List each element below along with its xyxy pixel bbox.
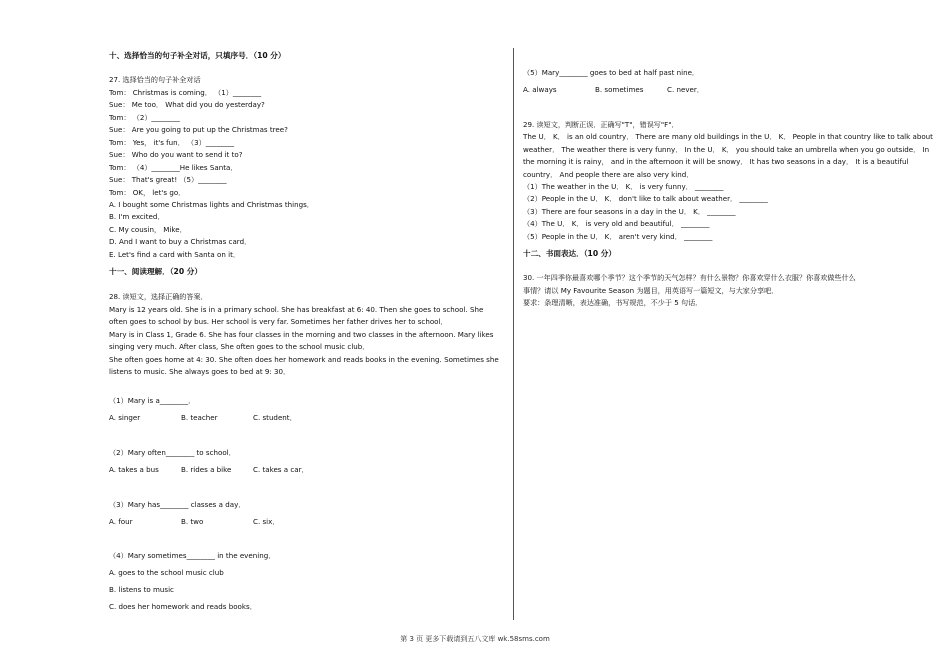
passage-line: weather． The weather there is very funny． In the U． K． you should take an umbrella when you go outside． In — [523, 145, 930, 154]
question-30-line: 要求：条理清晰，表达准确，书写规范，不少于 5 句话． — [523, 298, 703, 307]
question-1-options — [109, 413, 325, 423]
question-5-options — [523, 85, 739, 95]
dialogue-line: Tom： Yes， it's fun． （3）________ — [109, 138, 235, 147]
option-b: B. two — [181, 517, 204, 526]
question-29-title: 29. 读短文，判断正误．正确写"T"，错误写"F"． — [523, 120, 679, 129]
choice-a: A. I bought some Christmas lights and Christmas things． — [109, 200, 314, 209]
option-b: B. sometimes — [595, 85, 644, 94]
column-divider — [513, 48, 514, 620]
choice-e: E. Let's find a card with Santa on it． — [109, 250, 240, 259]
option-c: C. does her homework and reads books． — [109, 602, 257, 611]
option-b: B. listens to music — [109, 585, 174, 594]
passage-line: singing very much. After class, She often goes to the school music club． — [109, 342, 370, 351]
passage-line: Mary is in Class 1, Grade 6. She has four classes in the morning and two classes in the afternoon. Mary likes — [109, 330, 494, 339]
passage-line: the morning it is rainy， and in the afternoon it will be snowy． It has two seasons in a day． It is a beautiful — [523, 157, 909, 166]
dialogue-line: Tom： OK， let's go． — [109, 188, 186, 197]
section-11-header: 十一、阅读理解．（20 分） — [109, 267, 202, 276]
option-a: A. goes to the school music club — [109, 568, 224, 577]
question-27-title: 27. 选择恰当的句子补全对话 — [109, 75, 201, 84]
question-1-stem: （1）Mary is a________． — [109, 396, 196, 405]
option-a: A. always — [523, 85, 557, 94]
dialogue-line: Tom： （2）________ — [109, 113, 180, 122]
section-12-header: 十二、书面表达．（10 分） — [523, 249, 616, 258]
passage-line: country． And people there are also very kind． — [523, 170, 694, 179]
page-footer: 第 3 页 更多下载请到五八文库 wk.58sms.com — [400, 635, 550, 643]
choice-c: C. My cousin， Mike． — [109, 225, 187, 234]
dialogue-line: Tom： （4）________He likes Santa． — [109, 163, 238, 172]
option-a: A. four — [109, 517, 133, 526]
passage-line: The U． K． is an old country． There are many old buildings in the U． K． People in that country like to talk about — [523, 132, 933, 141]
dialogue-line: Sue： That's great! （5）________ — [109, 175, 227, 184]
question-5-stem: （5）Mary________ goes to bed at half past nine． — [523, 68, 700, 77]
question-4-stem: （4）Mary sometimes________ in the evening． — [109, 551, 276, 560]
question-2-stem: （2）Mary often________ to school． — [109, 448, 236, 457]
option-b: B. teacher — [181, 413, 218, 422]
question-3-stem: （3）Mary has________ classes a day． — [109, 500, 246, 509]
question-30-line: 30. 一年四季你最喜欢哪个季节？这个季节的天气怎样？有什么景物？你喜欢穿什么衣服？你喜欢做些什么 — [523, 273, 856, 282]
statement: （4）The U． K． is very old and beautiful． ________ — [523, 219, 710, 228]
statement: （3）There are four seasons in a day in the U． K． ________ — [523, 207, 736, 216]
choice-d: D. And I want to buy a Christmas card． — [109, 237, 252, 246]
passage-line: Mary is 12 years old. She is in a primary school. She has breakfast at 6: 40. Then she goes to school. She — [109, 305, 484, 314]
dialogue-line: Tom： Christmas is coming． （1）________ — [109, 88, 262, 97]
question-3-options — [109, 517, 325, 527]
dialogue-line: Sue： Are you going to put up the Christmas tree? — [109, 125, 288, 134]
dialogue-line: Sue： Who do you want to send it to? — [109, 150, 243, 159]
statement: （1）The weather in the U． K． is very funny． ________ — [523, 182, 724, 191]
passage-line: She often goes home at 4: 30. She often does her homework and reads books in the evening. Sometimes she — [109, 355, 499, 364]
dialogue-line: Sue： Me too． What did you do yesterday? — [109, 100, 265, 109]
question-2-options — [109, 465, 325, 475]
option-c: C. six． — [253, 517, 280, 526]
section-10-header: 十、选择恰当的句子补全对话，只填序号．（10 分） — [109, 51, 286, 60]
passage-line: listens to music. She always goes to bed at 9: 30． — [109, 367, 291, 376]
statement: （2）People in the U． K． don't like to talk about weather． ________ — [523, 194, 768, 203]
passage-line: often goes to school by bus. Her school is very far. Sometimes her father drives her to school． — [109, 317, 448, 326]
statement: （5）People in the U． K． aren't very kind． ________ — [523, 232, 713, 241]
option-a: A. singer — [109, 413, 141, 422]
option-c: C. student． — [253, 413, 297, 422]
option-a: A. takes a bus — [109, 465, 159, 474]
question-30-line: 事情？请以 My Favourite Season 为题目，用英语写一篇短文，与大家分享吧． — [523, 286, 779, 295]
question-28-title: 28. 读短文，选择正确的答案． — [109, 292, 208, 301]
choice-b: B. I'm excited． — [109, 212, 165, 221]
option-b: B. rides a bike — [181, 465, 232, 474]
option-c: C. takes a car． — [253, 465, 309, 474]
option-c: C. never． — [667, 85, 704, 94]
